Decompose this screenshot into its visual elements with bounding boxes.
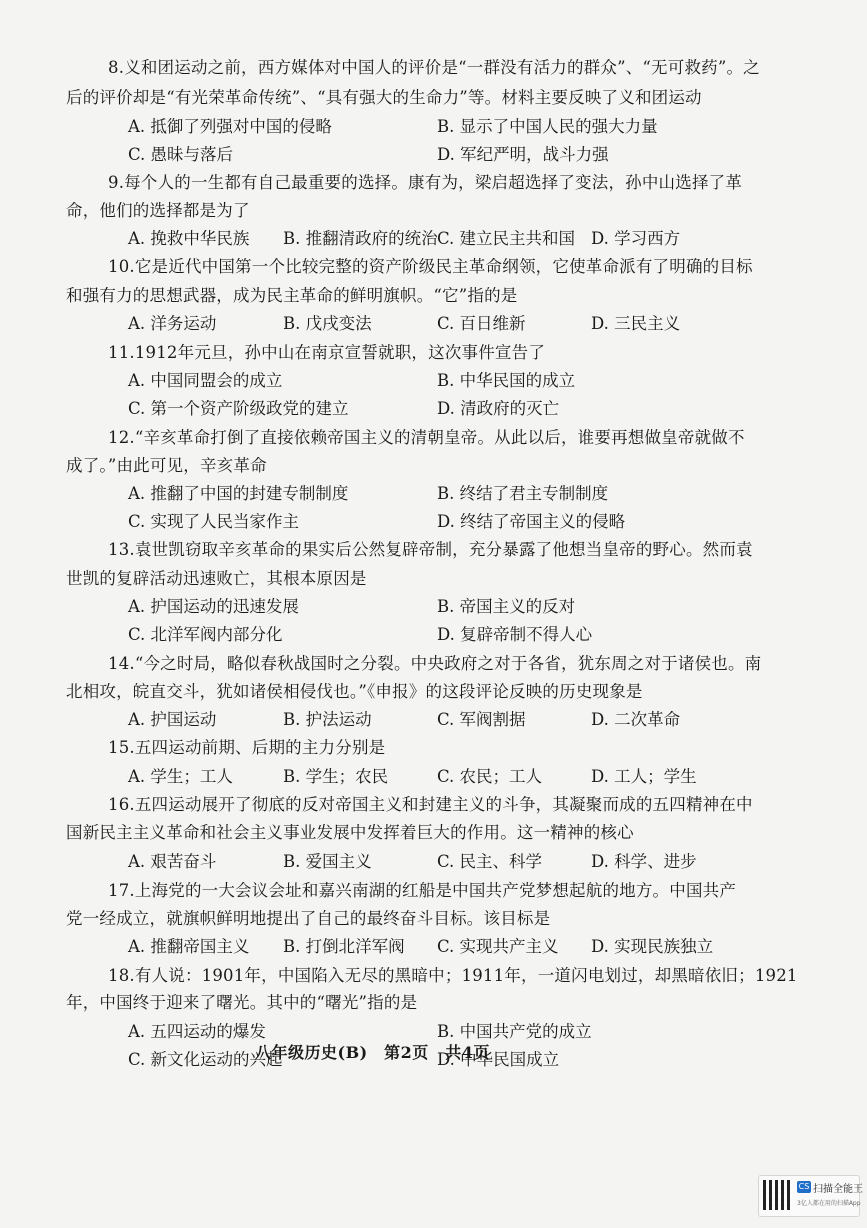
question-17-stem-line-1: 17.上海党的一大会议会址和嘉兴南湖的红船是中国共产党梦想起航的地方。中国共产 (108, 881, 737, 900)
question-18-option-b: B. 中国共产党的成立 (437, 1022, 592, 1041)
question-15-option-d: D. 工人；学生 (591, 767, 697, 786)
question-13-option-d: D. 复辟帝制不得人心 (437, 625, 593, 644)
question-9-option-c: C. 建立民主共和国 (437, 229, 576, 248)
question-15-option-b: B. 学生；农民 (283, 767, 389, 786)
question-13-option-c: C. 北洋军阀内部分化 (128, 625, 283, 644)
question-12-option-d: D. 终结了帝国主义的侵略 (437, 512, 626, 531)
question-8-option-d: D. 军纪严明，战斗力强 (437, 145, 609, 164)
question-12-option-c: C. 实现了人民当家作主 (128, 512, 300, 531)
question-18-option-a: A. 五四运动的爆发 (128, 1022, 266, 1041)
question-14-option-b: B. 护法运动 (283, 710, 372, 729)
question-16-stem-line-1: 16.五四运动展开了彻底的反对帝国主义和封建主义的斗争，其凝聚而成的五四精神在中 (108, 795, 753, 814)
question-10-stem-line-1: 10.它是近代中国第一个比较完整的资产阶级民主革命纲领，它使革命派有了明确的目标 (108, 257, 753, 276)
question-8-stem-line-2: 后的评价却是“有光荣革命传统”、“具有强大的生命力”等。材料主要反映了义和团运动 (66, 88, 702, 107)
question-9-option-a: A. 挽救中华民族 (128, 229, 250, 248)
question-16-option-c: C. 民主、科学 (437, 852, 543, 871)
question-14-option-d: D. 二次革命 (591, 710, 681, 729)
question-10-option-d: D. 三民主义 (591, 314, 681, 333)
question-11-option-c: C. 第一个资产阶级政党的建立 (128, 399, 349, 418)
question-16-option-b: B. 爱国主义 (283, 852, 372, 871)
question-8-stem-line-1: 8.义和团运动之前，西方媒体对中国人的评价是“一群没有活力的群众”、“无可救药”。之 (108, 58, 760, 77)
question-18-stem-line-2: 年，中国终于迎来了曙光。其中的“曙光”指的是 (66, 993, 418, 1012)
question-13-option-b: B. 帝国主义的反对 (437, 597, 576, 616)
question-14-option-c: C. 军阀割据 (437, 710, 526, 729)
question-18-option-d: D. 中华民国成立 (437, 1050, 560, 1069)
question-10-option-c: C. 百日维新 (437, 314, 526, 333)
question-12-option-a: A. 推翻了中国的封建专制制度 (128, 484, 349, 503)
question-15-option-c: C. 农民；工人 (437, 767, 543, 786)
question-17-option-c: C. 实现共产主义 (437, 937, 559, 956)
question-18-option-c: C. 新文化运动的兴起 (128, 1050, 283, 1069)
question-16-stem-line-2: 国新民主主义革命和社会主义事业发展中发挥着巨大的作用。这一精神的核心 (66, 823, 634, 842)
question-15-stem-line-1: 15.五四运动前期、后期的主力分别是 (108, 738, 386, 757)
question-14-stem-line-1: 14.“今之时局，略似春秋战国时之分裂。中央政府之对于各省，犹东周之对于诸侯也。南 (108, 654, 762, 673)
question-16-option-d: D. 科学、进步 (591, 852, 697, 871)
question-12-stem-line-1: 12.“辛亥革命打倒了直接依赖帝国主义的清朝皇帝。从此以后，谁要再想做皇帝就做不 (108, 428, 745, 447)
question-11-option-a: A. 中国同盟会的成立 (128, 371, 283, 390)
question-17-option-b: B. 打倒北洋军阀 (283, 937, 405, 956)
watermark-title: 扫描全能王 (813, 1184, 863, 1195)
question-11-stem-line-1: 11.1912年元旦，孙中山在南京宣誓就职，这次事件宣告了 (108, 343, 546, 362)
question-15-option-a: A. 学生；工人 (128, 767, 233, 786)
qr-code-icon (763, 1180, 793, 1210)
question-9-stem-line-2: 命，他们的选择都是为了 (66, 201, 250, 220)
page-footer: 八年级历史(B) 第2页 共4页 (255, 1043, 490, 1062)
watermark-subtitle: 3亿人都在用的扫描App (797, 1200, 861, 1207)
question-16-option-a: A. 艰苦奋斗 (128, 852, 217, 871)
question-11-option-b: B. 中华民国的成立 (437, 371, 576, 390)
question-10-option-a: A. 洋务运动 (128, 314, 217, 333)
question-8-option-b: B. 显示了中国人民的强大力量 (437, 117, 658, 136)
question-9-option-d: D. 学习西方 (591, 229, 681, 248)
question-17-option-d: D. 实现民族独立 (591, 937, 714, 956)
question-12-stem-line-2: 成了。”由此可见，辛亥革命 (66, 456, 267, 475)
question-14-stem-line-2: 北相攻，皖直交斗，犹如诸侯相侵伐也。”《申报》的这段评论反映的历史现象是 (66, 682, 643, 701)
question-9-option-b: B. 推翻清政府的统治 (283, 229, 438, 248)
question-17-stem-line-2: 党一经成立，就旗帜鲜明地提出了自己的最终奋斗目标。该目标是 (66, 909, 551, 928)
question-17-option-a: A. 推翻帝国主义 (128, 937, 250, 956)
question-11-option-d: D. 清政府的灭亡 (437, 399, 560, 418)
scanner-watermark (758, 1175, 863, 1217)
question-14-option-a: A. 护国运动 (128, 710, 217, 729)
question-8-option-a: A. 抵御了列强对中国的侵略 (128, 117, 332, 136)
question-10-stem-line-2: 和强有力的思想武器，成为民主革命的鲜明旗帜。“它”指的是 (66, 286, 518, 305)
question-9-stem-line-1: 9.每个人的一生都有自己最重要的选择。康有为，梁启超选择了变法，孙中山选择了革 (108, 173, 743, 192)
scanner-logo-icon: CS (798, 1182, 810, 1191)
question-18-stem-line-1: 18.有人说：1901年，中国陷入无尽的黑暗中；1911年，一道闪电划过，却黑暗依旧；1921 (108, 966, 798, 985)
question-12-option-b: B. 终结了君主专制制度 (437, 484, 609, 503)
question-8-option-c: C. 愚昧与落后 (128, 145, 234, 164)
question-10-option-b: B. 戊戌变法 (283, 314, 372, 333)
question-13-option-a: A. 护国运动的迅速发展 (128, 597, 299, 616)
question-13-stem-line-2: 世凯的复辟活动迅速败亡，其根本原因是 (66, 569, 367, 588)
question-13-stem-line-1: 13.袁世凯窃取辛亥革命的果实后公然复辟帝制，充分暴露了他想当皇帝的野心。然而袁 (108, 540, 753, 559)
